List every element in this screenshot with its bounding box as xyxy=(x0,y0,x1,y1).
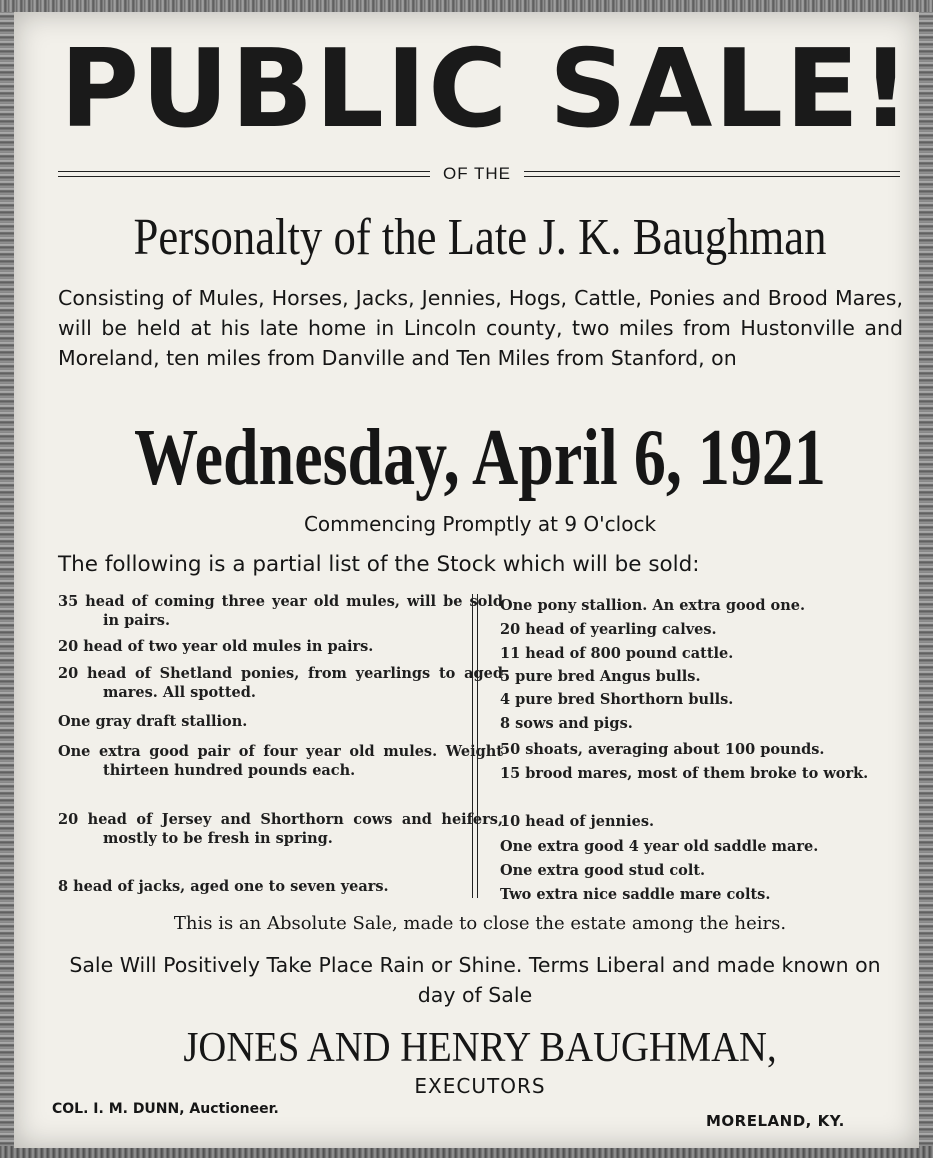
executor-names: JONES AND HENRY BAUGHMAN, xyxy=(183,1025,777,1071)
partial-list-heading: The following is a partial list of the Stock which will be sold: xyxy=(58,552,700,577)
list-item: 15 brood mares, most of them broke to work. xyxy=(500,765,869,782)
list-item: 8 sows and pigs. xyxy=(500,715,633,732)
location: MORELAND, KY. xyxy=(706,1112,845,1130)
list-item: One gray draft stallion. xyxy=(58,713,248,730)
list-item: 20 head of Jersey and Shorthorn cows and heifers, mostly to be fresh in spring. xyxy=(58,811,503,847)
headline: PUBLIC SALE! xyxy=(60,27,913,152)
rule-left xyxy=(58,171,430,177)
list-item: 20 head of two year old mules in pairs. xyxy=(58,638,374,655)
list-item: 50 shoats, averaging about 100 pounds. xyxy=(500,741,825,758)
start-time: Commencing Promptly at 9 O'clock xyxy=(303,512,657,536)
rule-right xyxy=(524,171,900,177)
right-border xyxy=(917,12,933,1148)
executors-label: EXECUTORS xyxy=(414,1074,546,1098)
list-item: 4 pure bred Shorthorn bulls. xyxy=(500,691,734,708)
intro-paragraph: Consisting of Mules, Horses, Jacks, Jennies, Hogs, Cattle, Ponies and Brood Mares, will be held at his late home in Lincoln county, two miles from Hustonville and Moreland, ten miles from Danville and Ten Miles from Stanford, on xyxy=(58,286,903,370)
list-item: 35 head of coming three year old mules, will be sold in pairs. xyxy=(58,593,503,629)
of-the-rule xyxy=(58,164,900,184)
list-item: Two extra nice saddle mare colts. xyxy=(500,886,771,903)
subheadline: Personalty of the Late J. K. Baughman xyxy=(133,209,827,266)
list-item: 20 head of Shetland ponies, from yearlings to aged mares. All spotted. xyxy=(58,665,503,701)
absolute-sale-note: This is an Absolute Sale, made to close the estate among the heirs. xyxy=(173,913,787,934)
list-item: 8 head of jacks, aged one to seven years. xyxy=(58,878,389,895)
list-item: One extra good stud colt. xyxy=(500,862,706,879)
terms-note: Sale Will Positively Take Place Rain or Shine. Terms Liberal and made known on day of Sale xyxy=(69,953,881,1007)
column-divider xyxy=(472,594,478,898)
list-item: 20 head of yearling calves. xyxy=(500,621,717,638)
list-item: One pony stallion. An extra good one. xyxy=(500,597,806,614)
sale-date: Wednesday, April 6, 1921 xyxy=(134,414,826,502)
list-item: 5 pure bred Angus bulls. xyxy=(500,668,701,685)
auctioneer-credit: COL. I. M. DUNN, Auctioneer. xyxy=(52,1101,279,1117)
list-item: One extra good 4 year old saddle mare. xyxy=(500,838,819,855)
list-item: One extra good pair of four year old mules. Weight thirteen hundred pounds each. xyxy=(58,743,503,779)
of-the-label: OF THE xyxy=(442,164,512,183)
list-item: 10 head of jennies. xyxy=(500,813,655,830)
list-item: 11 head of 800 pound cattle. xyxy=(500,645,734,662)
